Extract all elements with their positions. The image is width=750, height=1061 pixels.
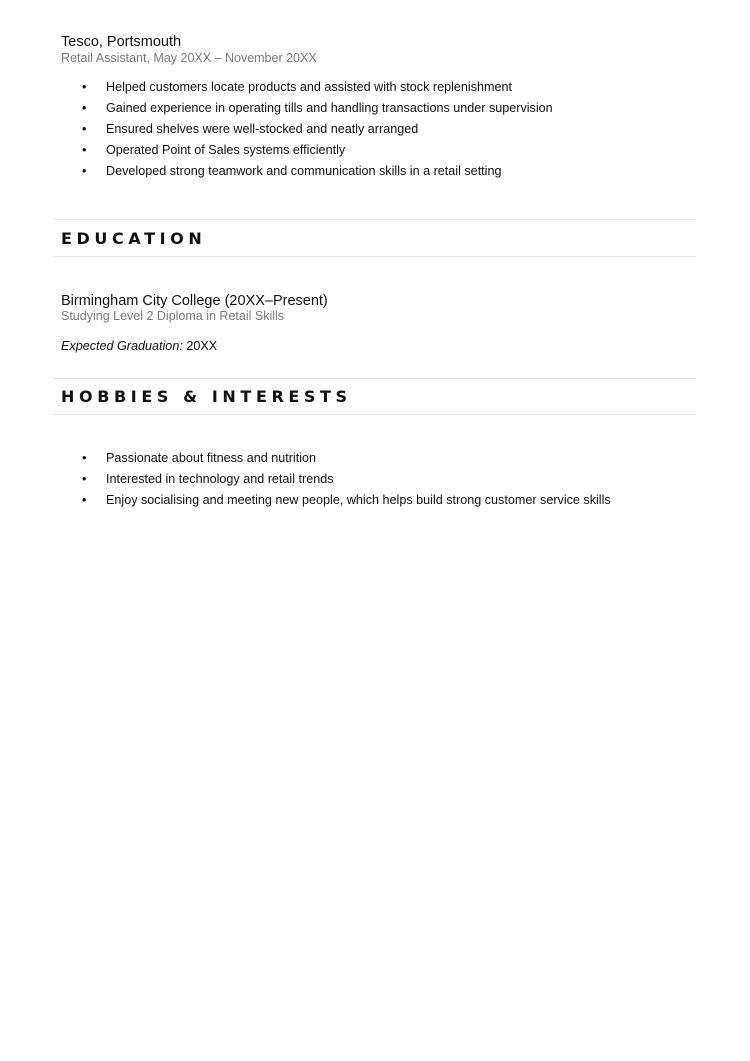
school-name: Birmingham City College (20XX–Present) <box>61 293 328 309</box>
hobbies-bullet-list <box>61 448 681 511</box>
bullet-icon: • <box>82 472 87 486</box>
bullet-icon: • <box>82 122 87 136</box>
list-item <box>61 469 681 490</box>
list-item-text: Ensured shelves were well-stocked and neatly arranged <box>106 122 419 136</box>
section-divider-top <box>53 219 696 220</box>
bullet-icon: • <box>82 143 87 157</box>
bullet-icon: • <box>82 451 87 465</box>
bullet-icon: • <box>82 164 87 178</box>
list-item <box>61 490 681 511</box>
list-item-text: Developed strong teamwork and communication skills in a retail setting <box>106 164 502 178</box>
section-divider-bottom <box>53 414 696 415</box>
list-item-text: Gained experience in operating tills and handling transactions under supervision <box>106 101 553 115</box>
bullet-icon: • <box>82 493 87 507</box>
hobbies-heading: HOBBIES & INTERESTS <box>61 387 352 406</box>
expected-graduation <box>61 339 217 353</box>
bullet-icon: • <box>82 101 87 115</box>
list-item-text: Operated Point of Sales systems efficiently <box>106 143 346 157</box>
list-item <box>61 119 681 140</box>
list-item <box>61 140 681 161</box>
list-item <box>61 161 681 182</box>
section-divider-bottom <box>53 256 696 257</box>
list-item-text: Enjoy socialising and meeting new people, which helps build strong customer service skills <box>106 493 611 507</box>
graduation-value: 20XX <box>186 339 218 353</box>
experience-bullet-list <box>61 77 681 182</box>
job-role-dates: Retail Assistant, May 20XX – November 20XX <box>61 51 317 65</box>
section-divider-top <box>53 378 696 379</box>
list-item <box>61 77 681 98</box>
program-description: Studying Level 2 Diploma in Retail Skills <box>61 309 285 323</box>
education-heading: EDUCATION <box>61 229 207 248</box>
list-item-text: Helped customers locate products and assisted with stock replenishment <box>106 80 513 94</box>
list-item-text: Passionate about fitness and nutrition <box>106 451 317 465</box>
list-item-text: Interested in technology and retail trends <box>106 472 334 486</box>
bullet-icon: • <box>82 80 87 94</box>
graduation-label: Expected Graduation: <box>61 339 183 353</box>
list-item <box>61 98 681 119</box>
employer-name: Tesco, Portsmouth <box>61 34 182 50</box>
list-item <box>61 448 681 469</box>
